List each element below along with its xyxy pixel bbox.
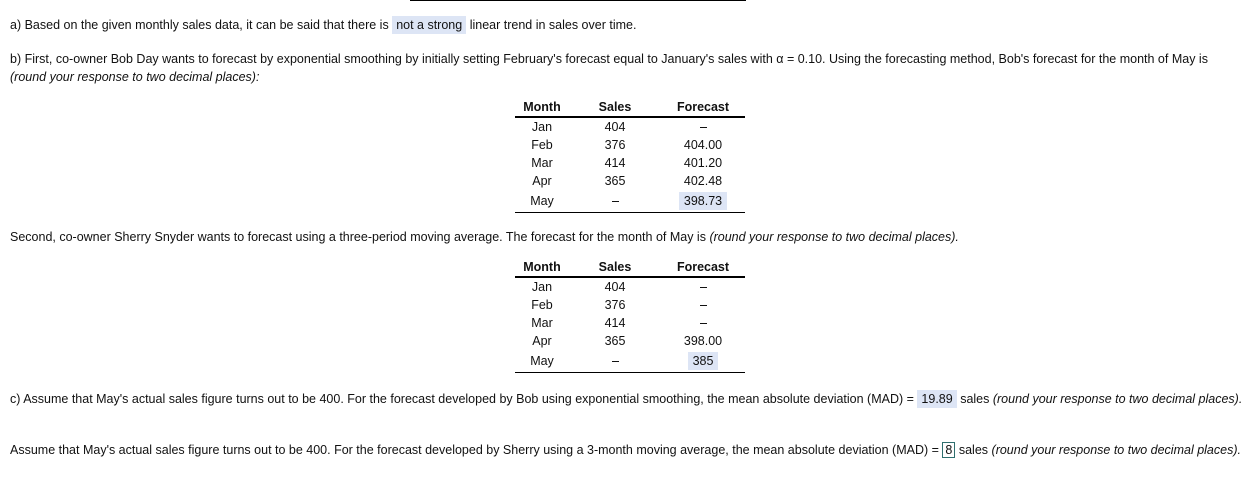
part-b-text: b) First, co-owner Bob Day wants to forecast by exponential smoothing by initially setting February's forecast equal to January's sales with α = 0.10. Using the forecasting method, Bob's forecast for the month of May is (10, 52, 1208, 66)
dash-mark (700, 305, 707, 306)
part-a-question (10, 16, 1247, 34)
bob-mad-input[interactable]: 19.89 (917, 390, 956, 408)
sales-cell: 376 (604, 298, 626, 312)
may-forecast-ma-input[interactable]: 385 (688, 352, 719, 370)
dash-mark (700, 323, 707, 324)
forecast-cell (661, 350, 745, 373)
forecast-cell (661, 190, 745, 213)
sales-cell: 376 (604, 138, 626, 152)
part-a-suffix: linear trend in sales over time. (469, 18, 637, 32)
sales-cell: 404 (604, 120, 626, 134)
sales-cell: 404 (604, 280, 626, 294)
sales-cell (569, 190, 661, 213)
dash-mark (700, 287, 707, 288)
forecast-cell (661, 117, 745, 136)
month-cell: Jan (531, 280, 553, 294)
dash-mark (700, 127, 707, 128)
forecast-cell: 402.48 (683, 174, 723, 188)
month-cell: Mar (531, 156, 553, 170)
forecast-header: Forecast (661, 98, 745, 117)
forecast-cell: 404.00 (683, 138, 723, 152)
forecast-cell (661, 296, 745, 314)
part-c-unit: sales (960, 392, 990, 406)
sales-header: Sales (569, 98, 661, 117)
part-c2-note: (round your response to two decimal places). (991, 443, 1241, 457)
divider-line (410, 0, 746, 1)
moving-average-question (10, 228, 1247, 246)
sales-cell (569, 350, 661, 373)
sales-cell: 414 (604, 156, 626, 170)
part-c2-question (10, 441, 1247, 459)
table-row (515, 136, 745, 154)
month-cell: Jan (531, 120, 553, 134)
month-cell: May (515, 350, 569, 373)
table-header-row (515, 98, 745, 117)
may-forecast-exp-input[interactable]: 398.73 (679, 192, 727, 210)
trend-answer-select[interactable]: not a strong (392, 16, 466, 34)
forecast-cell (661, 314, 745, 332)
table-header-row (515, 258, 745, 277)
part-c-question (10, 390, 1247, 408)
table-row (515, 332, 745, 350)
part-a-prefix: a) Based on the given monthly sales data, it can be said that there is (10, 18, 389, 32)
table-row (515, 277, 745, 296)
month-cell: May (515, 190, 569, 213)
part-c-prefix: c) Assume that May's actual sales figure turns out to be 400. For the forecast developed by Bob using exponential smoothing, the mean absolute deviation (MAD) = (10, 392, 914, 406)
table-row (515, 314, 745, 332)
month-cell: Feb (531, 298, 553, 312)
forecast-cell: 398.00 (683, 334, 723, 348)
part-c2-unit: sales (958, 443, 989, 457)
forecast-header: Forecast (661, 258, 745, 277)
table-row (515, 350, 745, 373)
part-b-question (10, 50, 1247, 86)
second-text: Second, co-owner Sherry Snyder wants to forecast using a three-period moving average. The forecast for the month of May is (10, 230, 706, 244)
forecast-cell (661, 277, 745, 296)
sherry-mad-input[interactable]: 8 (942, 442, 955, 458)
table-row (515, 154, 745, 172)
sales-cell: 365 (604, 334, 626, 348)
month-header: Month (515, 98, 569, 117)
table-row (515, 296, 745, 314)
exp-smoothing-table (515, 98, 745, 213)
month-cell: Feb (531, 138, 553, 152)
part-c2-prefix: Assume that May's actual sales figure turns out to be 400. For the forecast developed by Sherry using a 3-month moving average, the mean absolute deviation (MAD) = (10, 443, 939, 457)
sales-cell: 365 (604, 174, 626, 188)
table-row (515, 190, 745, 213)
month-cell: Apr (532, 334, 552, 348)
month-header: Month (515, 258, 569, 277)
moving-average-table (515, 258, 745, 373)
dash-mark (612, 201, 619, 202)
forecast-cell: 401.20 (683, 156, 723, 170)
month-cell: Apr (532, 174, 552, 188)
dash-mark (612, 361, 619, 362)
sales-header: Sales (569, 258, 661, 277)
second-note: (round your response to two decimal places). (709, 230, 959, 244)
sales-cell: 414 (604, 316, 626, 330)
part-b-note: (round your response to two decimal places): (10, 70, 260, 84)
table-row (515, 117, 745, 136)
part-c-note: (round your response to two decimal places). (992, 392, 1243, 406)
table-row (515, 172, 745, 190)
month-cell: Mar (531, 316, 553, 330)
